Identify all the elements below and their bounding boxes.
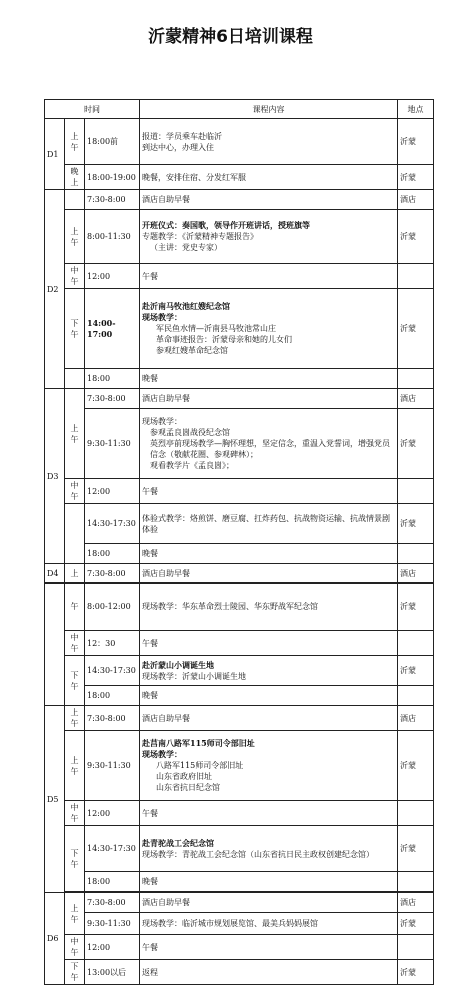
time-cell: 14:30-17:30 [85,656,140,686]
table-row [45,289,434,369]
table-row [45,686,434,706]
content-line: 山东省抗日纪念馆 [156,783,220,792]
table-row [45,913,434,935]
content-line: 英烈亭前现场教学—胸怀理想，坚定信念，重温入党誓词，增强党员信念（敬献花圈、参观碑林）； [150,439,390,459]
content-cell: 现场教学：临沂城市规划展览馆、最美兵妈妈展馆 [140,913,398,935]
content-cell: 返程 [140,960,398,985]
half-cell: 上 [65,564,85,584]
time-cell: 8:00-12:00 [85,583,140,631]
half-cell: 中午 [65,801,85,826]
place-cell: 沂蒙 [398,504,434,544]
day-cell: D1 [45,119,65,190]
time-cell: 7:30-8:00 [85,389,140,409]
table-row [45,119,434,165]
day-cell [45,583,65,706]
place-cell [398,935,434,960]
time-cell: 7:30-8:00 [85,564,140,584]
half-cell [65,190,85,210]
content-line: （主讲：党史专家） [150,243,222,252]
time-cell: 12:00 [85,801,140,826]
content-line: 现场教学： [142,312,182,322]
content-cell: 晚餐 [140,686,398,706]
place-cell: 酒店 [398,190,434,210]
day-cell: D3 [45,389,65,564]
content-cell: 酒店自助早餐 [140,190,398,210]
place-cell [398,479,434,504]
place-cell [398,801,434,826]
content-line: 现场教学：沂蒙山小调诞生地 [142,671,246,681]
day-cell: D2 [45,190,65,389]
content-cell: 晚餐，安排住宿、分发红军服 [140,165,398,190]
content-line: 专题教学：《沂蒙精神专题报告》 [142,232,258,241]
content-cell [140,409,398,479]
table-row [45,544,434,564]
time-cell: 12:00 [85,479,140,504]
table-row [45,504,434,544]
table-row [45,801,434,826]
place-cell: 沂蒙 [398,826,434,872]
place-cell: 沂蒙 [398,960,434,985]
content-cell: 酒店自助早餐 [140,706,398,731]
time-cell: 18:00 [85,544,140,564]
half-cell: 下午 [65,826,85,892]
place-cell: 沂蒙 [398,289,434,369]
content-line: 军民鱼水情—沂南县马牧池常山庄 [156,324,276,333]
content-cell [140,826,398,872]
half-cell: 上午 [65,706,85,731]
content-cell: 晚餐 [140,369,398,389]
place-cell: 沂蒙 [398,583,434,631]
place-cell: 沂蒙 [398,656,434,686]
place-cell [398,369,434,389]
table-row [45,706,434,731]
table-row [45,210,434,264]
content-line: 山东省政府旧址 [156,772,212,781]
table-row [45,731,434,801]
content-line: 体验式教学：烙煎饼、磨豆腐、扛炸药包、抗战物资运输、抗战情景剧体验 [142,513,390,534]
header-place: 地点 [398,100,434,119]
content-cell [140,119,398,165]
place-cell: 酒店 [398,564,434,584]
schedule-table-part-2 [44,582,434,985]
table-row [45,826,434,872]
content-line: 报道：学员乘车赴临沂 [142,131,222,141]
table-row [45,264,434,289]
time-cell: 18:00-19:00 [85,165,140,190]
place-cell: 酒店 [398,893,434,913]
place-cell: 沂蒙 [398,119,434,165]
table-row [45,369,434,389]
time-cell: 12:00 [85,935,140,960]
place-cell: 酒店 [398,706,434,731]
content-line: 革命事迹报告：沂蒙母亲和她的儿女们 [156,335,292,344]
table-row [45,165,434,190]
time-cell: 7:30-8:00 [85,706,140,731]
half-cell: 下午 [65,960,85,985]
place-cell: 沂蒙 [398,409,434,479]
table-row [45,631,434,656]
time-cell: 12：30 [85,631,140,656]
table-row [45,479,434,504]
time-cell: 14:00-17:00 [85,289,140,369]
day-cell: D6 [45,893,65,985]
half-cell: 上午 [65,210,85,264]
content-cell: 午餐 [140,479,398,504]
time-cell: 8:00-11:30 [85,210,140,264]
place-cell: 沂蒙 [398,165,434,190]
place-cell [398,872,434,892]
half-cell: 上午 [65,893,85,935]
table-row [45,893,434,913]
content-cell: 午餐 [140,935,398,960]
table-row [45,960,434,985]
day-cell: D4 [45,564,65,584]
place-cell: 酒店 [398,389,434,409]
time-cell: 18:00 [85,686,140,706]
content-cell: 晚餐 [140,544,398,564]
time-cell: 18:00 [85,872,140,892]
schedule-table-part-1 [44,99,434,584]
content-line: 开班仪式：奏国歌，领导作开班讲话，授班旗等 [142,220,310,230]
content-cell: 酒店自助早餐 [140,389,398,409]
place-cell: 沂蒙 [398,913,434,935]
table-row [45,389,434,409]
half-cell: 上午 [65,119,85,165]
time-cell: 9:30-11:30 [85,731,140,801]
header-time: 时间 [45,100,140,119]
half-cell: 中午 [65,264,85,289]
content-line: 赴沂蒙山小调诞生地 [142,659,214,670]
table-row [45,409,434,479]
content-cell [140,583,398,631]
time-cell: 14:30-17:30 [85,504,140,544]
half-cell: 晚上 [65,165,85,190]
content-cell [140,210,398,264]
content-line: 赴青驼战工会纪念馆 [142,837,214,848]
content-cell: 午餐 [140,631,398,656]
content-cell [140,504,398,544]
table-row [45,872,434,892]
place-cell [398,686,434,706]
place-cell [398,264,434,289]
time-cell: 18:00前 [85,119,140,165]
header-content: 课程内容 [140,100,398,119]
time-cell: 12:00 [85,264,140,289]
content-cell: 午餐 [140,264,398,289]
place-cell: 沂蒙 [398,210,434,264]
place-cell [398,544,434,564]
content-cell: 晚餐 [140,872,398,892]
half-cell: 上午 [65,389,85,479]
content-line: 现场教学：华东革命烈士陵园、华东野战军纪念馆 [142,602,318,611]
table-row [45,935,434,960]
content-cell: 午餐 [140,801,398,826]
content-cell: 酒店自助早餐 [140,893,398,913]
half-cell: 上午 [65,731,85,801]
half-cell: 中午 [65,631,85,656]
half-cell: 下午 [65,656,85,706]
half-cell [65,504,85,564]
content-cell: 酒店自助早餐 [140,564,398,584]
content-line: 现场教学：青驼战工会纪念馆（山东省抗日民主政权创建纪念馆） [142,849,374,859]
header-row [45,100,434,119]
time-cell: 14:30-17:30 [85,826,140,872]
day-cell: D5 [45,706,65,893]
half-cell [65,369,85,389]
time-cell: 9:30-11:30 [85,409,140,479]
content-line: 八路军115师司令部旧址 [156,761,244,770]
time-cell: 7:30-8:00 [85,893,140,913]
time-cell: 18:00 [85,369,140,389]
time-cell: 7:30-8:00 [85,190,140,210]
content-line: 参观红嫂革命纪念馆 [156,346,228,355]
page-title: 沂蒙精神6日培训课程 [148,27,313,47]
content-line: 到达中心，办理入住 [142,142,214,152]
content-cell [140,289,398,369]
table-row [45,564,434,584]
content-line: 赴沂南马牧池红嫂纪念馆 [142,301,230,311]
time-cell: 9:30-11:30 [85,913,140,935]
table-row [45,190,434,210]
content-line: 观看教学片《孟良崮》； [150,461,234,470]
half-cell: 中午 [65,479,85,504]
time-cell: 13:00以后 [85,960,140,985]
content-line: 现场教学： [142,417,182,426]
half-cell: 午 [65,583,85,631]
content-line: 赴莒南八路军115师司令部旧址 [142,738,255,748]
content-line: 现场教学： [142,749,182,759]
content-cell [140,656,398,686]
place-cell: 沂蒙 [398,731,434,801]
table-row [45,656,434,686]
content-line: 参观孟良崮战役纪念馆 [150,428,230,437]
place-cell [398,631,434,656]
half-cell: 下午 [65,289,85,369]
table-row [45,583,434,631]
half-cell: 中午 [65,935,85,960]
content-cell [140,731,398,801]
